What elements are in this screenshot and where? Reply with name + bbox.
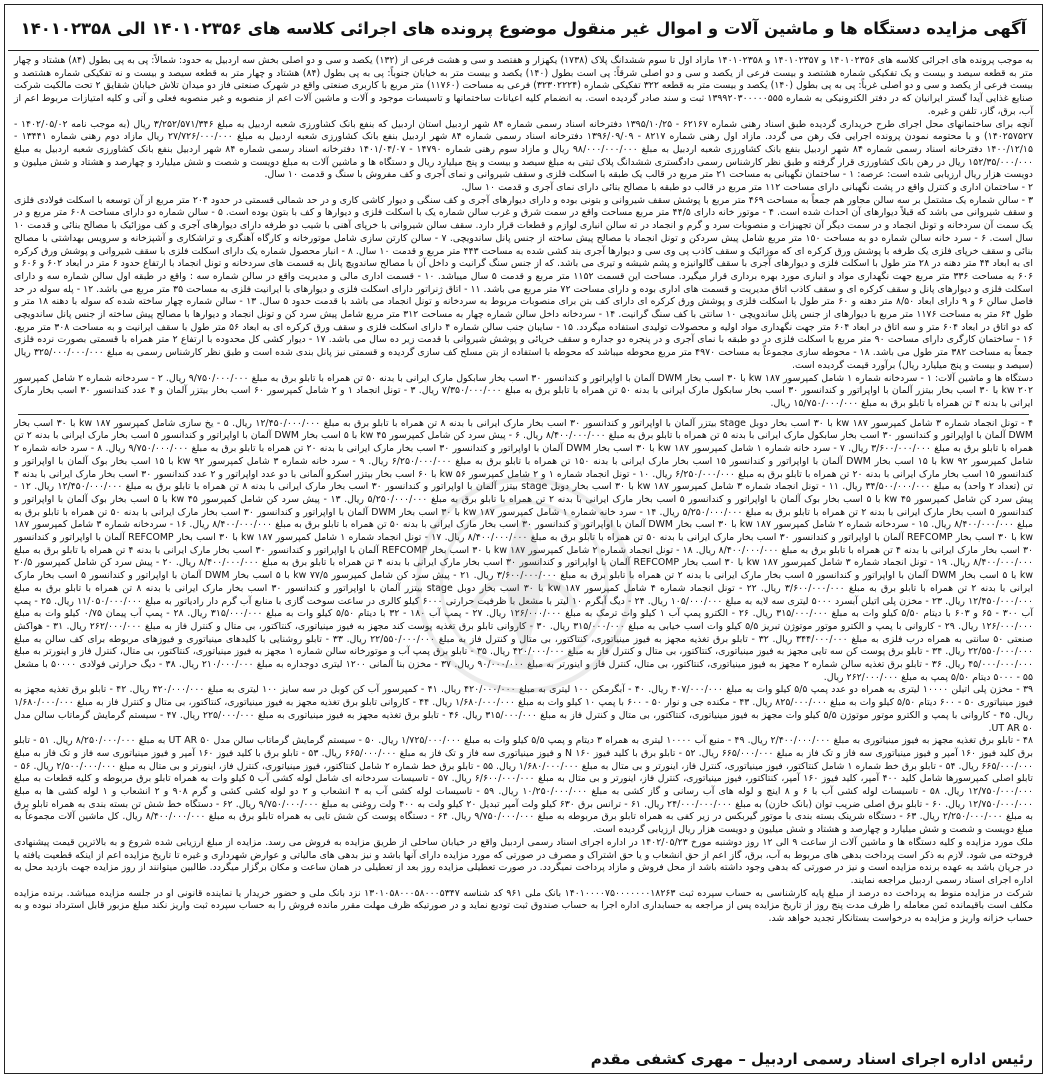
notice-paragraph: ۲ - ساختمان اداری و کنترل واقع در پشت نگهبانی دارای مساحت ۱۱۲ متر مربع در قالب دو طبقه با مصالح بنائی دارای نمای آجری و قدمت ۱۰ سال. — [461, 182, 1033, 194]
notice-paragraph: ۳ - سالن شماره یک مشتمل بر سه سالن مجاور هم جمعاً به مساحت ۴۶۹ متر مربع با پوشش سقف شیروانی و بتونی بوده و دارای دیوارهای آجری و کف سنگی و دیوار کاشی کاری و در حد شمالی قسمتی در حدود ۲۰۴ متر مربع از آن توسعه با اسکلت فولادی فلزی و سقف شیروانی می باشد که قبلاً دیوارهای آن احداث شده است. ۴ - موتور خانه دارای ۴۴/۵ متر مربع مساحت واقع در سمت شرق و غرب سالن شماره یک با اسکلت فلزی و دیوارها و کف با بتون بوده است. ۵ - سالن شماره دو دارای مساحت ۶۰۸ متر مربع و در یک سمت آن سردخانه و تونل انجماد و در سمت دیگر آن تجهیزات و منصوبات سرد و گرم و انجماد در ته سالن انباری لوازم و قطعات قرار دارد. سقف سالن شیروانی با خرپای آهنی با شیب دو طرفه دارای دیوارهای آجری و کف موزائیک با مصالح بنائی و قدمت ۱۰ سال است. ۶ - سرد خانه سالن شماره دو به مساحت ۱۵۰ متر مربع شامل پیش سردکن و تونل انجماد با مصالح پیش ساخته از جنس پانل ساندویچی. ۷ - سالن کارتن سازی شامل موتورخانه و کارگاه آهنگری و تراشکاری و آشپزخانه و سرویس بهداشتی با مصالح بنائی و سقف خرپای فلزی یک طرفه با پوشش ورق کرکره ای که موزائیک و سقف کاذب پی وی سی و دیوارها آجری بند کشی شده به مساحت ۴۴۳ متر مربع و قدمت ۱۰ سال. ۸ - انبار محصول شماره یک دارای اسکلت فلزی با سقف شیروانی و پوشش ورق کرکره ای به ابعاد ۴۴ متر دهنه در ۲۸ متر طول با اسکلت فلزی و دیوارهای آجری با سقف گالوانیزه و پشم شیشه و تیری می باشد. که از جنس سنگ گرانیت و داخل آن با مصالح ساندویچ پانل به قسمت های سردخانه و تونل انجماد با ارتفاع حدود ۶ متر در ابعاد ۶۰۲ و ۶۰۶ و ۶۰۶ به مساحت ۳۳۶ متر مربع جهت نگهداری مواد و انباری مورد بهره برداری قرار میگیرد. مساحت این قسمت ۱۱۵۲ متر مربع و قدمت ۵ سال میباشد. ۱۰ - قسمت اداری مالی و مدیریت واقع در سالن شماره سه : واقع در طبقه اول سالن شماره سه و دارای اسکلت فلزی و دیوارهای پانل و سقف کرکره ای و سقف کاذب اتاق مدیریت و قسمت های اداری بوده و دارای مساحت ۷۲ متر مربع می باشد. ۱۱ - اتاق ژنراتور دارای اسکلت فلزی و دیوارهای با ایرانیت فلزی به مساحت ۳۵ متر مربع می باشد. ۱۲ - پله سوله در حد فاصل سالن ۶ و ۹ دارای ابعاد ۸/۵۰ متر دهنه و ۶۰ متر طول با اسکلت فلزی و پوشش ورق کرکره ای دارای کف بتن برای منصوبات مربوط به سردخانه و تونل انجماد می باشد با قدمت حدود ۵ سال. ۱۳ - سالن شماره چهار ساخته شده که سوله با دهنه ۱۸ متر و طول ۶۴ متر به مساحت ۱۱۷۶ متر مربع با دیوارهای از جنس پانل ساندویچی ۱۰ سانتی با کف سنگ گرانیت. ۱۴ - سردخانه داخل سالن شماره چهار به مساحت ۳۱۲ متر مربع شامل پیش سرد کن و تونل انجماد و دیوارها با مصالح پیش ساخته از جنس پانل ساندویچی که دو اتاق در ابعاد ۶۰۴ متر و سه اتاق در ابعاد ۶۰۴ متر جهت نگهداری مواد اولیه و محصولات تولیدی استفاده میگردد. ۱۵ - سایبان جنب سالن شماره ۴ دارای اسکلت فلزی و سقف ورق کرکره ای به ابعاد ۵۶ متر طول با سقف ایرانیت و به مساحت ۳۰۸ متر مربع. ۱۶ - ساختمان کارگری دارای مساحت ۹۰ متر مربع با اسکلت فلزی در دو طبقه با نمای آجری و در پنجره دو جداره و سقف خرپائی و پوشش شیروانی با قدمت زیر ده سال می باشد. ۱۷ - دیوار کشی کل محدوده با ارتفاع ۲ متر همراه با قسمتی بصورت نرده فلزی جمعاً به مساحت ۳۸۲ متر طول می باشد. ۱۸ - محوطه سازی مجموعاً به مساحت ۴۹۷۰ متر مربع محوطه میباشد که محوطه با استفاده از بتن مسلح کف سازی گردیده و قسمتی نیز پانل بندی شده است و طبق نظر کارشناس رسمی به مبلغ ۳۲۵/۰۰۰/۰۰۰/۰۰۰ ریال (سیصد و بیست و پنج میلیارد ریال) برآورد قیمت گردیده است. — [13, 194, 1034, 371]
equipment-paragraph: ۴۸ - تابلو برق تغذیه مجهز به فیوز مینیاتوری به مبلغ ۲/۴۰۰/۰۰۰/۰۰۰ ریال. ۴۹ - منبع آب ۱۰۰۰۰ لیتری به همراه ۳ دیتام و پمپ ۵/۵ کیلو وات به مبلغ ۱/۷۲۵/۰۰۰/۰۰۰ ریال. ۵۰ - سیستم گرمایش گرماتاب سالن مدل UT AR ۵۰ به مبلغ ۸/۲۵۰/۰۰۰/۰۰۰ ریال. ۵۱ - تابلو برق کلید فیوز ۱۶۰ آمپر و فیوز مینیاتوری سه فاز و تک فاز به مبلغ ۶۶۵/۰۰۰/۰۰۰ ریال. ۵۲ - تابلو برق با کلید فیوز N ۱۶۰ و فیوز مینیاتوری سه فاز و تک فاز به مبلغ ۶۶۵/۰۰۰/۰۰۰ ریال. ۵۳ - تابلو برق با کلید فیوز ۱۶۰ آمپر و فیوز مینیاتوری سه فاز و تک فاز به مبلغ ۶۶۵/۰۰۰/۰۰۰ ریال. ۵۴ - تابلو برق خط شماره ۱ شامل کنتاکتور، فیوز مینیاتوری، کنترل فاز، اینورتر و بی متال به مبلغ ۱/۶۸۰/۰۰۰/۰۰۰ ریال. ۵۵ - تابلو برق خط شماره ۲ شامل کنتاکتور، فیوز مینیاتوری، کنترل فاز، اینورتر و بی متال به مبلغ ۲/۵۰۰/۰۰۰/۰۰۰ ریال. ۵۶ - تابلو اصلی کمپرسورها شامل کلید ۴۰۰ آمپر، کلید فیوز ۱۶۰ آمپر، کنتاکتور، فیوز مینیاتوری، کنترل فاز، اینورتر و بی متال به مبلغ ۶/۶۰۰/۰۰۰/۰۰۰ ریال. ۵۷ - تاسیسات سردخانه ای شامل لوله کشی آب ۵ کیلو وات به همراه تابلو برق مربوطه و کلیه قطعات به مبلغ ۱۲/۷۵۰/۰۰۰/۰۰۰ ریال. ۵۸ - تاسیسات لوله کشی آب با ۶ و ۸ اینچ و لوله های آب رسانی و گاز کشی به مبلغ ۱۰/۲۵۰/۰۰۰/۰۰۰ ریال. ۵۹ - تاسیسات لوله کشی آب به ۴ انشعاب و ۲ دو لوله کشی کشی و گرم ۹۰۸ و ۲ انشعاب و ۱ لوله کشی ها به مبلغ ۱۲/۷۵۰/۰۰۰/۰۰۰ ریال. ۶۰ - تابلو برق اصلی ضریب توان (بانک خازن) به مبلغ ۲۴/۰۰۰/۰۰۰/۰۰۰ ریال. ۶۱ - ترانس برق ۶۳۰ کیلو ولت آمپر تبدیل ۲۰ کیلو ولت به ۴۰۰ ولت روغنی به مبلغ ۹/۷۵۰/۰۰۰/۰۰۰ ریال. ۶۲ - دستگاه خط شش تن بسته بندی به همراه تابلو برق به مبلغ ۲/۲۵۰/۰۰۰/۰۰۰ ریال. ۶۳ - دستگاه شرینک بسته بندی با موتور گیربکس در زیر کفی به همراه تابلو برق مربوطه به مبلغ ۹/۷۵۰/۰۰۰/۰۰۰ ریال. ۶۴ - دستگاه پوست کن شش تایی به همراه تابلو برق به مبلغ ۸/۴۰۰/۰۰۰/۰۰۰ ریال. کل ماشین آلات مجموعاً به مبلغ دویست و شصت و شش میلیارد و چهارصد و هشتاد و شش میلیون و دویست هزار ریال ارزیابی گردیده است. — [14, 735, 1034, 836]
notice-paragraph: آنچه برای ساختمانهای محل اجرای طرح خریداری گردیده طبق اسناد رهنی شماره ۶۲۱۶۷ - ۱۳۹۵/۱۰/۲۵ دفترخانه اسناد رسمی شماره ۸۴ شهر اردبیل استان اردبیل که بنفع بانک کشاورزی شعبه اردبیل به مبلغ ۳/۲۵۲/۵۷۱/۳۴۶ ریال (به موجب نامه ۱۴۰۲/۰۵/۰۲ - ۱۴۰۲۵۷۵۲۷) و با محتومه نمودن پرونده اجرایی فک رهن می گردد. مازاد اول رهنی شماره ۸۲۱۷ - ۱۳۹۶/۰۹/۰۹ دفترخانه اسناد رسمی شماره ۸۴ شهر اردبیل بنفع بانک کشاورزی شعبه اردبیل به مبلغ ۲۷/۷۲۶/۰۰۰/۰۰۰ ریال مازاد دوم رهنی شماره ۱۳۴۴۱ - ۱۴۰۰/۱۲/۱۵ دفترخانه اسناد رسمی شماره ۸۴ شهر اردبیل بنفع بانک کشاورزی شعبه اردبیل به مبلغ ۹۸/۰۰۰/۰۰۰/۰۰۰ ریال و مازاد سوم رهنی شماره ۱۴۷۹۰ - ۱۴۰۱/۰۴/۰۷ دفترخانه اسناد رسمی شماره ۸۴ شهر اردبیل بنفع بانک کشاورزی شعبه اردبیل به مبلغ ۱۵۲/۳۵/۰۰۰/۰۰۰ ریال در رهن بانک کشاورزی قرار گرفته و طبق نظر کارشناس رسمی دادگستری ششدانگ پلاک ثبتی به مبلغ سیصد و بیست و پنج میلیارد ریال و دستگاه ها و ماشین آلات به مبلغ دویست و شصت و شش میلیارد و چهارصد و هشتاد و شش میلیون و دویست هزار ریال ارزیابی شده است: عرصه: ۱ - ساختمان نگهبانی به مساحت ۲۱ متر مربع در قالب یک طبقه با اسکلت فلزی و سقف شیروانی و نمای آجری و کف مفروش با سنگ و قدمت ۱۰ سال. — [14, 118, 1033, 181]
payment-terms-paragraph: شرکت در مزایده منوط به پرداخت ده درصد از مبلغ پایه کارشناسی به حساب سپرده ثبت ۱۴۰۱۰۰۰۰۷۵۰۰۰۰۰۰۰۱۸۲۶۳ بانک ملی ۹۶۱ کد شناسه ۱۳۰۱۰۵۸۰۰۰۵۸۰۰۰۵۳۴۷ نزد بانک ملی و حضور خریدار یا نماینده قانونی او در جلسه مزایده میباشد. برنده مزایده مکلف است باقیمانده ثمن معامله را ظرف مدت پنج روز از تاریخ مزایده پس از مراجعه به حسابداری اداره اجرا به حساب صندوق ثبت تودیع نماید و در صورتیکه ظرف مهلت مقرر مانده فروش را به حساب سپرده ثبت واریز نکند مبلغ مزبور قابل استرداد نبوده و به حساب خزانه واریز و مزایده به درخواست بستانکار تجدید خواهد شد. — [14, 887, 1033, 925]
auction-terms-paragraph: ملک مورد مزایده و کلیه دستگاه ها و ماشین آلات از ساعت ۹ الی ۱۲ روز دوشنبه مورخ ۱۴۰۲/۰۵/۲۳ در اداره اجرای اسناد رسمی اردبیل واقع در خیابان ساحلی از طریق مزایده به فروش می رسد. مزایده از مبلغ ارزیابی شده شروع و به بالاترین قیمت پیشنهادی فروخته می شود. لازم به ذکر است پرداخت بدهی های مربوط به آب، برق، گاز اعم از حق انشعاب و یا حق اشتراک و مصرف در صورتی که مورد مزایده دارای آنها باشد و نیز بدهی های مالیاتی و عوارض شهرداری و غیره تا تاریخ مزایده اعم از اینکه قطعیت یافته یا در جریان باشد به عهده برنده مزایده است و نیز در صورتی که بدهی وجود داشته باشد از محل فروش و مازاد پرداخت نمیگردد. در صورت تعطیلی مزایده روز بعد از تعطیلی در همان ساعت و مکان برگزار میگردد. طالبین میتوانند از روز مزایده جهت بازدید محل به اداره اجرای اسناد رسمی اردبیل مراجعه نمایند. — [14, 836, 1033, 886]
section-divider — [18, 414, 1029, 415]
notice-header — [8, 6, 1039, 51]
margin-mark — [0, 300, 5, 370]
notice-title: آگهی مزایده دستگاه ها و ماشین آلات و اموال غیر منقول موضوع پرونده های اجرائی کلاسه های ۱۴۰۱۰۲۳۵۶ الی ۱۴۰۱۰۲۳۵۸ — [20, 18, 1027, 38]
equipment-paragraph: ۴ - تونل انجماد شماره ۳ شامل کمپرسور ۱۸۷ kw با ۳۰ اسب بخار دوبل stage بیتزر آلمان با اواپراتور و کندانسور ۳۰ اسب بخار مارک ایرانی با بدنه ۸ تن همراه با تابلو برق به مبلغ ۱۲/۴۵۰/۰۰۰/۰۰۰ ریال. ۵ - یخ سازی شامل کمپرسور ۱۸۷ kw با ۳۰ اسب بخار DWM آلمان با اواپراتور و کندانسور ۳۰ اسب بخار سابکول مارک ایرانی با بدنه ۵ تن همراه با تابلو برق به مبلغ ۸/۴۰۰/۰۰۰/۰۰۰ ریال. ۶ - پیش سرد کن شامل کمپرسور ۴۵ kw با ۵ اسب بخار DWM آلمان با اواپراتور و کندانسور ۵ اسب بخار مارک ایرانی با بدنه ۲ تن همراه با تابلو برق به مبلغ ۳/۶۰۰/۰۰۰/۰۰۰ ریال. ۷ - سرد خانه شماره ۱ شامل کمپرسور ۱۸۷ kw با ۳۰ اسب بخار DWM آلمان با اواپراتور و کندانسور ۳۰ اسب بخار مارک ایرانی با بدنه ۲۰ تن همراه با تابلو برق به مبلغ ۹/۷۵۰/۰۰۰/۰۰۰ ریال. ۸ - سرد خانه شماره ۲ شامل کمپرسور ۹۲ kw با ۱۵ اسب بخار DWM آلمان با اواپراتور و کندانسور ۱۵ اسب بخار مارک ایرانی با بدنه ۱۵۰ تن همراه با تابلو برق به مبلغ ۶/۲۵۰/۰۰۰/۰۰۰ ریال. ۹ - سرد خانه شماره ۳ شامل کمپرسور ۹۲ kw با ۱۵ اسب بخار بوک آلمان با اواپراتور و کندانسور ۱۵ اسب بخار مارک ایرانی با بدنه ۲۰ تن همراه با تابلو برق به مبلغ ۶/۲۵۰/۰۰۰/۰۰۰ ریال. ۱۰ - تونل انجماد شماره ۱ و ۲ شامل کمپرسور ۵۶ kw با ۶۰ اسب بخار بیتزر اسکرو آلمانی با دو عدد اواپراتور و ۲ عدد کندانسور ۳۰ اسب بخار مارک ایرانی با بدنه ۴ تن (تعداد ۲ واحد) به مبلغ ۳۴/۵۰۰/۰۰۰/۰۰۰ ریال. ۱۱ - تونل انجماد شماره ۳ شامل کمپرسور ۱۸۷ kw با ۳۰ اسب بخار دوبل stage بیتزر آلمان با اواپراتور و کندانسور ۳۰ اسب بخار مارک ایرانی با بدنه ۸ تن همراه با تابلو برق به مبلغ ۱۲/۴۵۰/۰۰۰/۰۰۰ ریال. ۱۲ - پیش سرد کن شامل کمپرسور ۴۵ kw با ۵ اسب بخار بوک آلمان با اواپراتور و کندانسور ۵ اسب بخار مارک ایرانی با بدنه ۲ تن همراه با تابلو برق به مبلغ ۵/۲۵۰/۰۰۰/۰۰۰ ریال. ۱۳ - پیش سرد کن شامل کمپرسور ۴۵ kw با ۵ اسب بخار بوک آلمان با اواپراتور و کندانسور ۵ اسب بخار مارک ایرانی با بدنه ۲ تن همراه با تابلو برق به مبلغ ۵/۲۵۰/۰۰۰/۰۰۰ ریال. ۱۴ - سرد خانه شماره ۱ شامل کمپرسور ۱۸۷ kw با ۳۰ اسب بخار DWM آلمان با اواپراتور و کندانسور ۳۰ اسب بخار مارک ایرانی با بدنه ۵۰ تن همراه با تابلو برق به مبلغ ۸/۴۰۰/۰۰۰/۰۰۰ ریال. ۱۵ - سردخانه شماره ۲ شامل کمپرسور ۱۸۷ kw با ۳۰ اسب بخار DWM آلمان با اواپراتور و کندانسور ۳۰ اسب بخار مارک ایرانی با بدنه ۵۰ تن همراه با تابلو برق به مبلغ ۸/۴۰۰/۰۰۰/۰۰۰ ریال. ۱۶ - سردخانه شماره ۳ شامل کمپرسور ۱۸۷ kw با ۳۰ اسب بخار REFCOMP آلمان با اواپراتور و کندانسور ۳۰ اسب بخار مارک ایرانی با بدنه ۵۰ تن همراه با تابلو برق به مبلغ ۸/۴۰۰/۰۰۰/۰۰۰ ریال. ۱۷ - تونل انجماد شماره ۱ شامل کمپرسور ۱۸۷ kw با ۳۰ اسب بخار REFCOMP آلمان با اواپراتور و کندانسور ۳۰ اسب بخار مارک ایرانی با بدنه ۴ تن همراه با تابلو برق به مبلغ ۸/۴۰۰/۰۰۰/۰۰۰ ریال. ۱۸ - تونل انجماد شماره ۲ شامل کمپرسور ۱۸۷ kw با ۳۰ اسب بخار REFCOMP آلمان با اواپراتور و کندانسور ۳۰ اسب بخار مارک ایرانی با بدنه ۴ تن همراه با تابلو برق به مبلغ ۸/۴۰۰/۰۰۰/۰۰۰ ریال. ۱۹ - تونل انجماد شماره ۳ شامل کمپرسور ۱۸۷ kw با ۳۰ اسب بخار REFCOMP آلمان با اواپراتور و کندانسور ۳۰ اسب بخار مارک ایرانی با بدنه ۴ تن همراه با تابلو برق به مبلغ ۸/۴۰۰/۰۰۰/۰۰۰ ریال. ۲۰ - پیش سرد کن شامل کمپرسور ۲۰/۵ kw با ۵ اسب بخار DWM آلمان با اواپراتور و کندانسور ۵ اسب بخار مارک ایرانی با بدنه ۲ تن همراه با تابلو برق به مبلغ ۳/۶۰۰/۰۰۰/۰۰۰ ریال. ۲۱ - پیش سرد کن شامل کمپرسور ۷۷/۵ kw با ۵ اسب بخار DWM آلمان با اواپراتور و کندانسور ۵ اسب بخار مارک ایرانی با بدنه ۲ تن همراه با تابلو برق به مبلغ ۳/۶۰۰/۰۰۰/۰۰۰ ریال. ۲۲ - تونل انجماد شماره ۴ شامل کمپرسور ۱۸۷ kw با ۳۰ اسب بخار دوبل stage بیتزر آلمان با اواپراتور و کندانسور ۳۰ اسب بخار مارک ایرانی با بدنه ۸ تن همراه با تابلو برق به مبلغ ۱۲/۴۵۰/۰۰۰/۰۰۰ ریال. ۲۳ - مخزن پلی اتیلن آبسرد ۵۰۰۰ لیتری سه لایه به مبلغ ۱۰۵/۰۰۰/۰۰۰ ریال. ۲۴ - دیگ آبگرم ۱۰ لیتر با مشعل با ظرفیت حرارتی ۶۰۰۰ کیلو کالری در ساعت سوخت گازی با منابع آب گرم دار رادیاتور به مبلغ ۱۱/۰۵۰/۰۰۰/۰۰۰ ریال. ۲۵ - پمپ آب ۳۰۰ - ۶۵ و ۶۰۳ با دیتام ۵/۵۰ کیلو وات به مبلغ ۳۱۵/۰۰۰/۰۰۰ ریال. ۲۶ - الکترو پمپ آب ۱ کیلو وات ترمک به مبلغ ۱۲۶/۰۰۰/۰۰۰ ریال. ۲۷ - پمپ آب ۱۸۰ - ۳۲ با دیتام ۵/۵۰ کیلو وات به مبلغ ۳۱۵/۰۰۰/۰۰۰ ریال. ۲۸ - پمپ آب پیمان ۰/۷۵ کیلو وات به مبلغ ۱۲۶/۰۰۰/۰۰۰ ریال. ۲۹ - کاروانی با پمپ و الکترو موتور موتوژن تبریز ۵/۵ کیلو وات اسب خیابی به مبلغ ۳۱۵/۰۰۰/۰۰۰ ریال. ۳۰ - کاروانی تابلو برق تغذیه پوست کند مجهز به فیوز مینیاتوری، کنتاکتور، بی متال و کنترل فاز به مبلغ ۲۶۲/۰۰۰/۰۰۰ ریال. ۳۱ - هواکش صنعتی ۵۰ سانتی به همراه درب فلزی به مبلغ ۳۴۴/۰۰۰/۰۰۰ ریال. ۳۲ - تابلو برق تغذیه مجهز به فیوز مینیاتوری، کنتاکتور، بی متال و کنترل فاز به مبلغ ۲۲/۵۵۰/۰۰۰/۰۰۰ ریال. ۳۳ - تابلو روشنایی با کلیدهای مینیاتوری و فیوزهای مربوطه برای کف سالن به مبلغ ۲۲/۵۵۰/۰۰۰/۰۰۰ ریال. ۳۴ - تابلو برق پوست کن سه تایی مجهز به فیوز مینیاتوری، کنتاکتور، بی متال و کنترل فاز به مبلغ ۴۲۰/۰۰۰/۰۰۰ ریال. ۳۵ - تابلو برق پمپ آب و موتورخانه سالن شماره ۱ مجهز به فیوز مینیاتوری، کنتاکتور، بی متال، کنترل فاز و اینورتر به مبلغ ۴۵/۰۰۰/۰۰۰/۰۰۰ ریال. ۳۶ - تابلو برق تغذیه سالن شماره ۲ مجهز به فیوز مینیاتوری، کنتاکتور، بی متال، کنترل فاز و اینورتر به مبلغ ۹۰/۰۰۰/۰۰۰ ریال. ۳۷ - مخزن بنا آلمانی ۱۲۰۰ لیتری دوجداره به مبلغ ۲۱۰/۰۰۰/۰۰۰ ریال. ۳۸ - دیگ حرارتی فولادی ۵۰۰۰۰ با مشعل ۵۵ - ۵۰۰۰ دیتام ۵/۵۰ پمپ به مبلغ ۲۶۲/۰۰۰/۰۰۰ ریال. — [14, 417, 1034, 683]
equipment-paragraph: ۳۹ - مخزن پلی اتیلن ۱۰۰۰۰ لیتری به همراه دو عدد پمپ ۵/۵ کیلو وات به مبلغ ۴۰۷/۰۰۰/۰۰۰ ریال. ۴۰ - آبگرمکن ۱۰۰ لیتری به مبلغ ۴۲۰/۰۰۰/۰۰۰ ریال. ۴۱ - کمپرسور آب کن کوبل در سه سایز ۱۰۰ لیتری به مبلغ ۴۲۰/۰۰۰/۰۰۰ ریال. ۴۲ - تابلو برق تغذیه مجهز به فیوز مینیاتوری ۵۰ - ۶۰۰ دیتام ۵/۵۰ کیلو وات به مبلغ ۸۲۵/۰۰۰/۰۰۰ ریال. ۴۳ - مکنده جی و نوار ۵۰ - ۶۰۰ با پمپ ۱۰ کیلو وات به مبلغ ۱/۶۸۰/۰۰۰/۰۰۰ ریال. ۴۴ - کاروانی تابلو برق تغذیه مجهز به فیوز مینیاتوری، کنتاکتور، بی متال و کنترل فاز به مبلغ ۱/۶۸۰/۰۰۰/۰۰۰ ریال. ۴۵ - کاروانی با پمپ و الکترو موتور موتوژن ۵/۵ کیلو وات مجهز به فیوز مینیاتوری، کنتاکتور، بی متال و کنترل فاز به مبلغ ۳۱۵/۰۰۰/۰۰۰ ریال. ۴۶ - تابلو برق تغذیه مجهز به فیوز مینیاتوری به مبلغ ۲۲۵/۰۰۰/۰۰۰ ریال. ۴۷ - سیستم گرمایش گرماتاب سالن مدل UT AR ۵۰. — [14, 684, 1034, 734]
notice-paragraph: به موجب پرونده های اجرائی کلاسه های ۱۴۰۱۰۲۳۵۶ و ۱۴۰۱۰۲۳۵۷ و ۱۴۰۱۰۲۳۵۸ مازاد اول تا سوم ششدانگ پلاک (۱۷۳۸) یکهزار و هفتصد و سی و هشت فرعی از (۱۳۲) یکصد و سی و دو اصلی بخش سه اردبیل به حدود: شمالاً: پی به پی بطول (۸۴) هشتاد و چهار متر به قطعه سیصد و بیست و یک تفکیکی شماره هشتصد و بیست فرعی از یکصد و سی و دو اصلی شرقاً: پی است بطول (۱۴۰) یکصد و بیست متر به خیابان جنوباً: پی به پی بطول (۸۴) هشتاد و چهار متر به قطعه سیصد و بیست و نه تفکیکی شماره هشتصد و بیست فرعی از یکصد و سی و دو اصلی غرباً: پی به پی بطول (۱۴۰) یکصد و بیست متر به قطعه ۳۲۲ تفکیکی شماره (۳۲۳۰۲۲۲۴) فرعی به مساحت (۱۱۷۶۰) متر مربع با کاربری صنعتی واقع در شهرک صنعتی فاز دو میدان تلاش خیابان شقایق ۲ تحت مالکیت شرکت صنایع غذایی آیدا گستر ایرانیان که در دفتر الکترونیکی به شماره ۱۳۹۹۲۰۳۰۰۰۰۰۵۵۵ ثبت و سند صادر گردیده است. به انضمام کلیه اعیانات ساختمانها و تاسیسات موجود و آلات و ماشین آلات اعم از منصوبه و غیر منصوبه فعلی و آتی و کلیه امتیازات مربوط اعم از آب، برق، گاز، تلفن و غیره. — [14, 55, 1034, 117]
signature-block — [14, 1050, 1033, 1068]
notice-body — [8, 55, 1039, 926]
notice-paragraph: دستگاه ها و ماشین آلات: ۱ - سردخانه شماره ۱ شامل کمپرسور ۱۸۷ kw با ۳۰ اسب بخار DWM آلمان با اواپراتور و کندانسور ۳۰ اسب بخار سابکول مارک ایرانی با بدنه ۵۰ تن همراه با تابلو برق به مبلغ ۹/۷۵۰/۰۰۰/۰۰۰ ریال. ۲ - سردخانه شماره ۲ شامل کمپرسور ۲۰۲ kw با ۳۰ اسب بخار بیتزر آلمان با اواپراتور و کندانسور ۳۰ اسب بخار سابکول مارک ایرانی با بدنه ۵۰ تن همراه با تابلو برق به مبلغ ۷/۳۵۰/۰۰۰/۰۰۰ ریال. ۳ - تونل انجماد ۱ و ۲ شامل کمپرسور ۶۰ اسب بخار بیتزر آلمان و ۴ عدد کندانسور ۳۰ اسب بخار مارک ایرانی با بدنه ۴ تن همراه با تابلو برق به مبلغ ۱۵/۷۵۰/۰۰۰/۰۰۰ ریال. — [14, 372, 1034, 409]
signature-text: رئیس اداره اجرای اسناد رسمی اردبیل – مهری کشفی مقدم — [590, 1050, 1033, 1068]
